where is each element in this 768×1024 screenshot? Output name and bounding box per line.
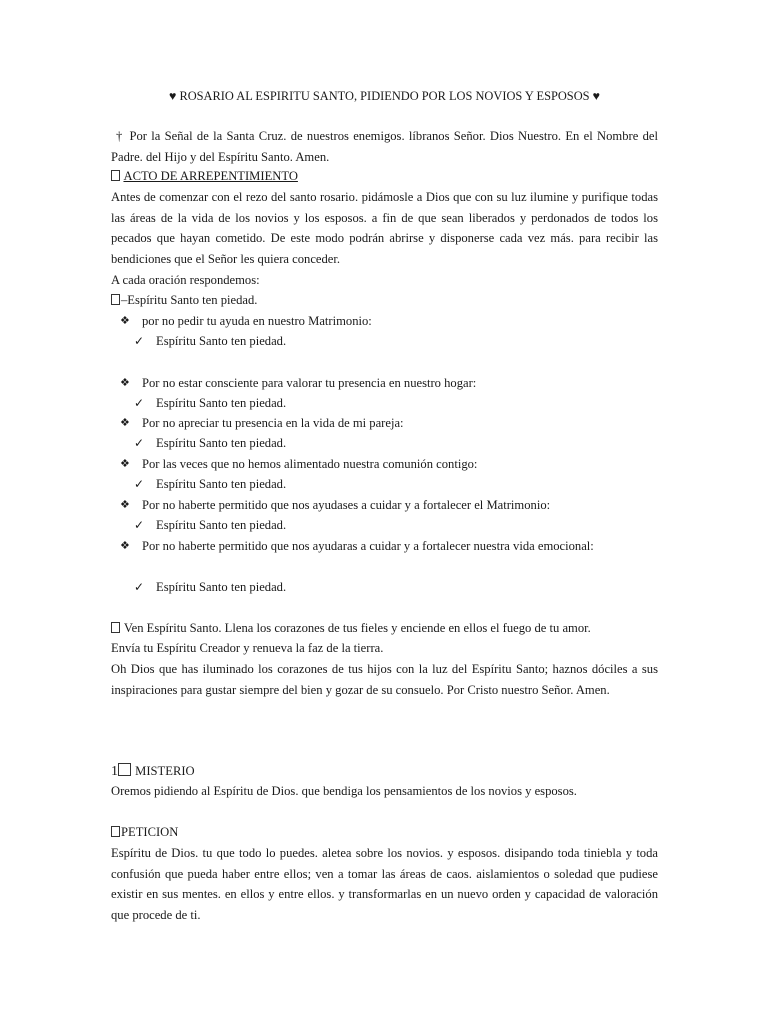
mystery-number: 1 [111,764,118,779]
list-item: Por las veces que no hemos alimentado nuestra comunión contigo: [142,457,478,471]
act-paragraph [111,187,658,269]
ven-line-2: Envía tu Espíritu Creador y renueva la faz de la tierra. [111,641,384,655]
response-text: –Espíritu Santo ten piedad. [121,293,258,307]
list-item-response: Espíritu Santo ten piedad. [156,518,287,532]
diamond-bullet-icon: ❖ [120,377,130,389]
response-line [111,290,658,311]
missing-glyph-icon [118,763,131,776]
act-heading: ACTO DE ARREPENTIMIENTO [123,169,298,183]
check-icon: ✓ [134,334,145,348]
check-icon: ✓ [134,436,145,450]
diamond-bullet-icon: ❖ [120,315,130,327]
act-text: Antes de comenzar con el rezo del santo rosario. pidámosle a Dios que con su luz ilumine y purifique todas las áreas de la vida de los novios y los esposos. a fin de que sean liberados y perdonados de todos los pecados que hayan cometido. De este modo podrán abrirse y disponerse cada vez más. para recibir las bendiciones que el Señor les quiera conceder. [111,190,658,266]
diamond-bullet-icon: ❖ [120,458,130,470]
ven-prayer [111,659,658,700]
missing-glyph-icon [111,294,120,305]
list-item-response: Espíritu Santo ten piedad. [156,436,287,450]
mystery-heading [111,761,658,783]
act-heading-row [111,166,658,187]
ven-text-1: Ven Espíritu Santo. Llena los corazones de tus fieles y enciende en ellos el fuego de tu amor. [123,621,591,635]
check-icon: ✓ [134,477,145,491]
mystery-label: MISTERIO [135,764,195,778]
check-icon: ✓ [134,580,145,594]
mystery-text: Oremos pidiendo al Espíritu de Dios. que bendiga los pensamientos de los novios y esposos. [111,784,577,798]
list-item: por no pedir tu ayuda en nuestro Matrimonio: [142,314,372,328]
ven-line-1 [111,618,658,639]
list-item: Por no haberte permitido que nos ayudaras a cuidar y a fortalecer nuestra vida emocional: [142,539,594,553]
check-icon: ✓ [134,518,145,532]
list-item-response: Espíritu Santo ten piedad. [156,334,287,348]
intro-text: Por la Señal de la Santa Cruz. de nuestros enemigos. líbranos Señor. Dios Nuestro. En el Nombre del Padre. del Hijo y del Espíritu Santo. Amen. [111,129,658,164]
list-item-response: Espíritu Santo ten piedad. [156,396,287,410]
list-item-response: Espíritu Santo ten piedad. [156,477,287,491]
document-title: ♥ ROSARIO AL ESPIRITU SANTO, PIDIENDO POR LOS NOVIOS Y ESPOSOS ♥ [169,89,600,103]
ven-prayer-text: Oh Dios que has iluminado los corazones de tus hijos con la luz del Espíritu Santo; haznos dóciles a sus inspiraciones para gustar siempre del bien y gozar de su consuelo. Por Cristo nuestro Señor. Amen. [111,662,658,697]
list-item-response: Espíritu Santo ten piedad. [156,580,287,594]
check-icon: ✓ [134,396,145,410]
diamond-bullet-icon: ❖ [120,499,130,511]
missing-glyph-icon [111,826,120,837]
petition-paragraph [111,843,658,925]
list-item: Por no apreciar tu presencia en la vida de mi pareja: [142,416,404,430]
missing-glyph-icon [111,170,120,181]
diamond-bullet-icon: ❖ [120,417,130,429]
cross-icon: † [116,129,124,143]
list-item: Por no haberte permitido que nos ayudases a cuidar y a fortalecer el Matrimonio: [142,498,551,512]
petition-text: Espíritu de Dios. tu que todo lo puedes. aletea sobre los novios. y esposos. disipando toda tiniebla y toda confusión que pueda haber entre ellos; ven a tomar las áreas de caos. aislamientos o soledad que pudiese existir en sus mentes. en ellos y entre ellos. y transformarlas en un nuevo orden y capacidad de valoración que procede de ti. [111,846,658,922]
missing-glyph-icon [111,622,120,633]
list-item: Por no estar consciente para valorar tu presencia en nuestro hogar: [142,376,477,390]
respond-line: A cada oración respondemos: [111,273,260,287]
diamond-bullet-icon: ❖ [120,540,130,552]
petition-label: PETICION [121,825,179,839]
petition-heading [111,822,658,843]
intro-paragraph [111,126,658,167]
